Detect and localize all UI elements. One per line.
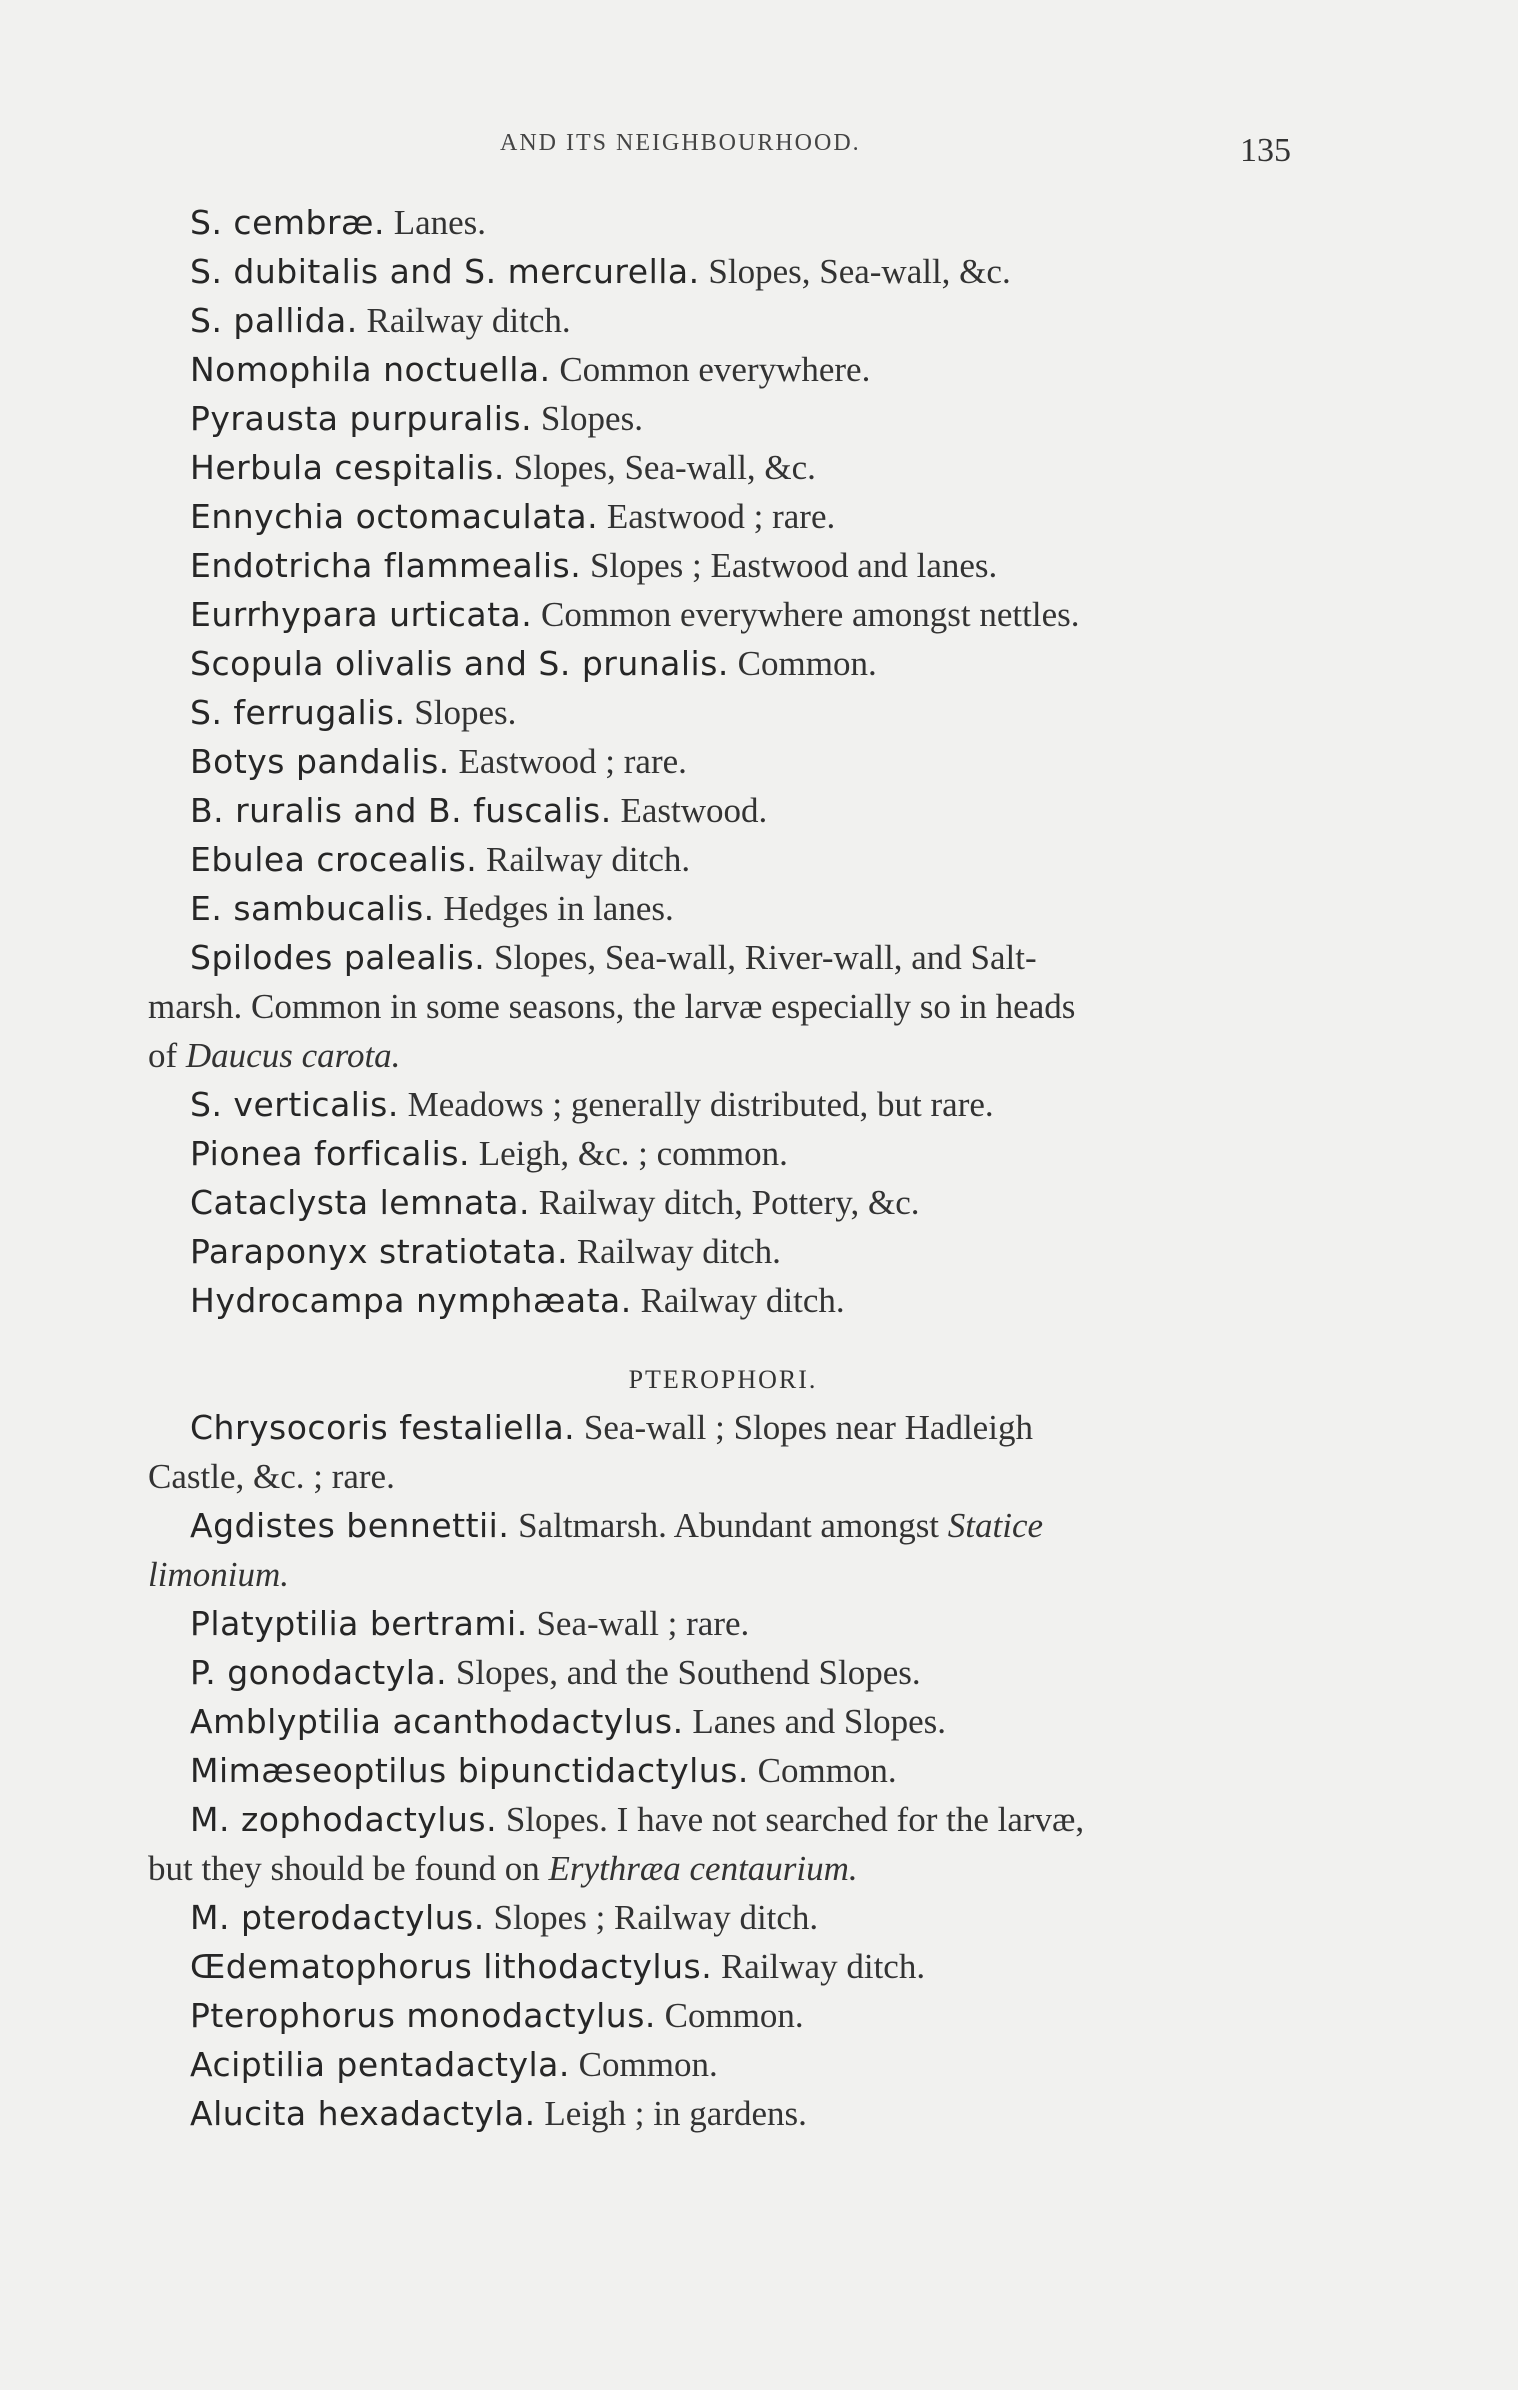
species-entry	[148, 1893, 1298, 1942]
species-habitat: Sea-wall ; Slopes near Hadleigh	[583, 1408, 1033, 1447]
species-habitat: Meadows ; generally distributed, but rare.	[407, 1085, 994, 1124]
species-entry	[148, 1746, 1298, 1795]
species-habitat: Common.	[757, 1751, 897, 1790]
continuation-italic: Erythræa centaurium.	[548, 1849, 858, 1888]
species-entry	[148, 2040, 1298, 2089]
species-entry	[148, 1080, 1298, 1129]
page-number: 135	[1240, 132, 1291, 169]
species-entry	[148, 492, 1298, 541]
species-entry	[148, 247, 1298, 296]
species-name: Herbula cespitalis.	[190, 448, 505, 487]
species-entry	[148, 933, 1298, 1080]
species-name: S. verticalis.	[190, 1085, 399, 1124]
species-entry	[148, 835, 1298, 884]
species-habitat: Slopes ; Eastwood and lanes.	[589, 546, 998, 585]
species-entry	[148, 1795, 1298, 1893]
species-entry	[148, 1599, 1298, 1648]
species-entry	[148, 394, 1298, 443]
species-entry	[148, 198, 1298, 247]
species-habitat: Common everywhere.	[559, 350, 871, 389]
species-name: Botys pandalis.	[190, 742, 450, 781]
species-habitat: Saltmarsh. Abundant amongst	[518, 1506, 940, 1545]
species-entry	[148, 590, 1298, 639]
species-habitat: Slopes ; Railway ditch.	[493, 1898, 819, 1937]
species-name: S. cembræ.	[190, 203, 385, 242]
species-habitat: Eastwood.	[620, 791, 768, 830]
species-habitat: Leigh ; in gardens.	[544, 2094, 807, 2133]
species-habitat: Slopes. I have not searched for the larvæ,	[505, 1800, 1085, 1839]
species-entry	[148, 443, 1298, 492]
species-habitat: Sea-wall ; rare.	[536, 1604, 750, 1643]
species-habitat: Slopes, and the Southend Slopes.	[455, 1653, 921, 1692]
species-entry	[148, 1501, 1298, 1599]
species-entry	[148, 1697, 1298, 1746]
species-entry	[148, 345, 1298, 394]
continuation-text: of	[148, 1036, 186, 1075]
species-habitat: Railway ditch.	[640, 1281, 845, 1320]
species-habitat: Slopes.	[540, 399, 643, 438]
species-entry	[148, 1648, 1298, 1697]
species-habitat: Railway ditch.	[576, 1232, 781, 1271]
continuation-text: Castle, &c. ; rare.	[148, 1457, 395, 1496]
species-name: Ennychia octomaculata.	[190, 497, 599, 536]
species-name: Chrysocoris festaliella.	[190, 1408, 576, 1447]
species-name: Agdistes bennettii.	[190, 1506, 510, 1545]
species-name: Mimæseoptilus bipunctidactylus.	[190, 1751, 749, 1790]
continuation-italic: limonium.	[148, 1555, 289, 1594]
species-entry	[148, 2089, 1298, 2138]
species-name: Endotricha flammealis.	[190, 546, 582, 585]
species-entry	[148, 296, 1298, 345]
species-name: Pionea forficalis.	[190, 1134, 471, 1173]
species-habitat: Eastwood ; rare.	[606, 497, 836, 536]
species-name: Hydrocampa nymphæata.	[190, 1281, 632, 1320]
species-name: Alucita hexadactyla.	[190, 2094, 536, 2133]
species-name: S. pallida.	[190, 301, 358, 340]
species-name: Pyrausta purpuralis.	[190, 399, 533, 438]
species-entry	[148, 737, 1298, 786]
species-habitat: Slopes, Sea-wall, River-wall, and Salt-	[494, 938, 1037, 977]
entry-continuation	[148, 1452, 1298, 1501]
species-name: B. ruralis and B. fuscalis.	[190, 791, 612, 830]
species-name: Pterophorus monodactylus.	[190, 1996, 656, 2035]
species-habitat: Common.	[737, 644, 877, 683]
species-name: M. zophodactylus.	[190, 1800, 498, 1839]
species-name: Nomophila noctuella.	[190, 350, 551, 389]
species-entry	[148, 1129, 1298, 1178]
species-habitat: Railway ditch, Pottery, &c.	[538, 1183, 920, 1222]
species-habitat: Slopes.	[414, 693, 517, 732]
continuation-italic: Daucus carota.	[185, 1036, 401, 1075]
species-name: E. sambucalis.	[190, 889, 435, 928]
species-entry	[148, 639, 1298, 688]
species-entry	[148, 1227, 1298, 1276]
species-habitat: Common.	[664, 1996, 804, 2035]
species-name: Œdematophorus lithodactylus.	[190, 1947, 713, 1986]
species-name: M. pterodactylus.	[190, 1898, 485, 1937]
species-name: Amblyptilia acanthodactylus.	[190, 1702, 684, 1741]
species-habitat: Lanes and Slopes.	[692, 1702, 947, 1741]
species-name: Spilodes palealis.	[190, 938, 486, 977]
species-name: Ebulea crocealis.	[190, 840, 478, 879]
species-name: Platyptilia bertrami.	[190, 1604, 528, 1643]
continuation-text: but they should be found on	[148, 1849, 549, 1888]
species-entry	[148, 1178, 1298, 1227]
pyralid-list	[148, 198, 1298, 1325]
species-habitat: Railway ditch.	[366, 301, 571, 340]
species-habitat: Eastwood ; rare.	[458, 742, 687, 781]
entry-continuation	[148, 982, 1298, 1080]
species-entry	[148, 541, 1298, 590]
species-habitat: Railway ditch.	[720, 1947, 926, 1986]
species-entry	[148, 1276, 1298, 1325]
species-habitat: Common.	[578, 2045, 718, 2084]
species-habitat-italic: Statice	[947, 1506, 1044, 1545]
section-title: PTEROPHORI.	[628, 1365, 818, 1394]
species-name: S. ferrugalis.	[190, 693, 406, 732]
species-habitat: Hedges in lanes.	[443, 889, 674, 928]
species-name: Paraponyx stratiotata.	[190, 1232, 569, 1271]
page-body	[148, 198, 1298, 2138]
species-entry	[148, 1403, 1298, 1501]
species-entry	[148, 688, 1298, 737]
continuation-line: marsh. Common in some seasons, the larvæ especially so in heads	[148, 987, 1076, 1026]
species-name: Eurrhypara urticata.	[190, 595, 533, 634]
species-habitat: Leigh, &c. ; common.	[478, 1134, 788, 1173]
species-habitat: Slopes, Sea-wall, &c.	[708, 252, 1011, 291]
species-habitat: Slopes, Sea-wall, &c.	[513, 448, 816, 487]
species-name: P. gonodactyla.	[190, 1653, 448, 1692]
species-name: Scopula olivalis and S. prunalis.	[190, 644, 729, 683]
species-habitat: Common everywhere amongst nettles.	[541, 595, 1080, 634]
running-head: AND ITS NEIGHBOURHOOD.	[500, 130, 861, 156]
species-name: Aciptilia pentadactyla.	[190, 2045, 570, 2084]
species-habitat: Railway ditch.	[486, 840, 691, 879]
species-name: Cataclysta lemnata.	[190, 1183, 531, 1222]
species-habitat: Lanes.	[393, 203, 487, 242]
species-entry	[148, 884, 1298, 933]
species-entry	[148, 1991, 1298, 2040]
species-name: S. dubitalis and S. mercurella.	[190, 252, 700, 291]
species-entry	[148, 1942, 1298, 1991]
entry-continuation	[148, 1844, 1298, 1893]
pterophori-list	[148, 1403, 1298, 2138]
species-entry	[148, 786, 1298, 835]
entry-continuation	[148, 1550, 1298, 1599]
